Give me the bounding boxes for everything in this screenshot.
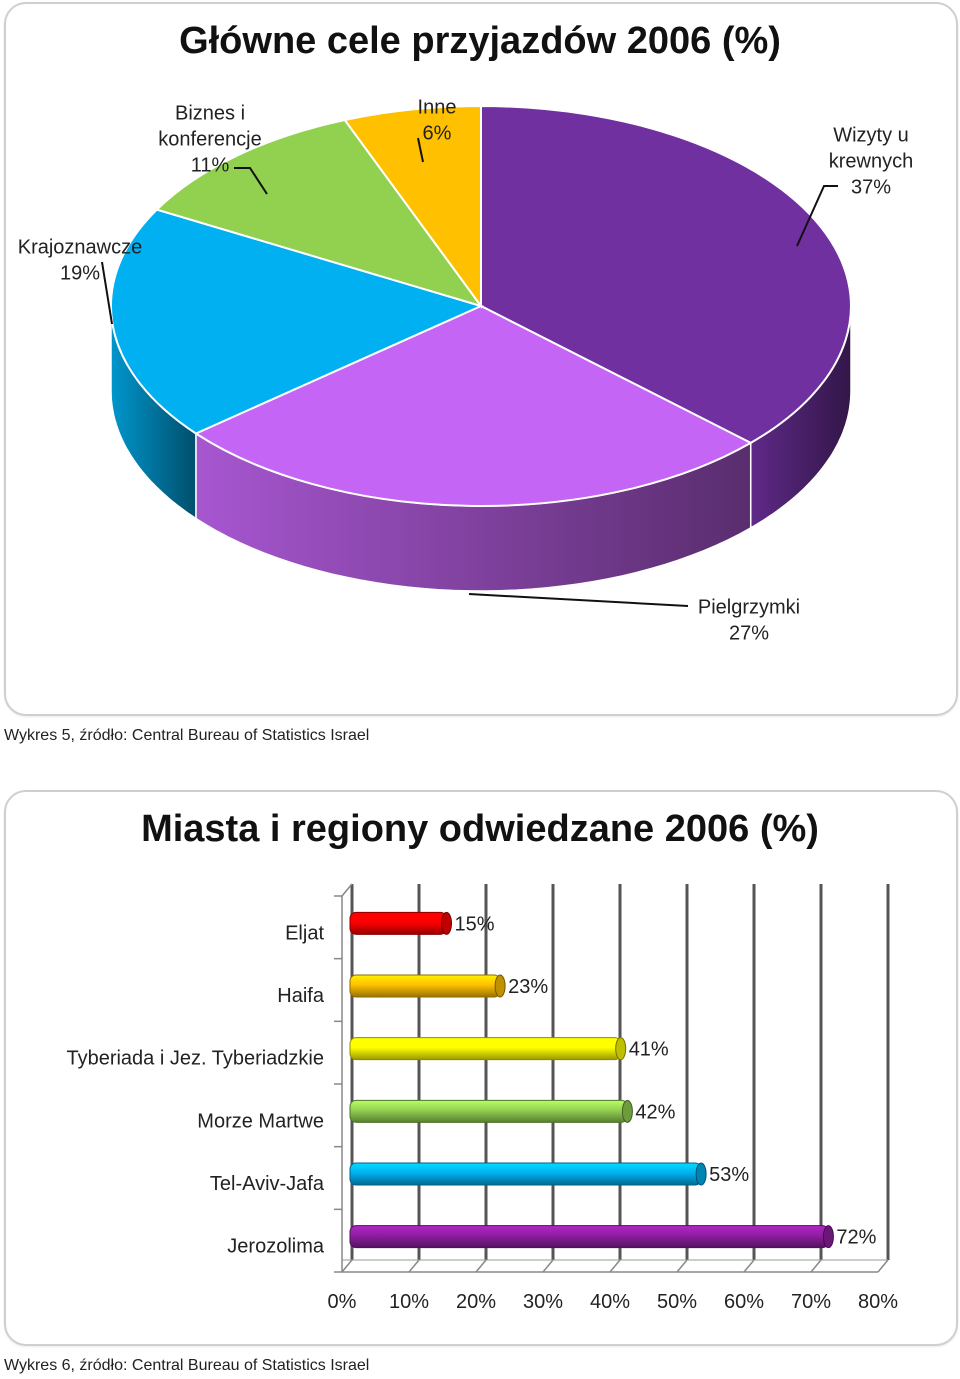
bar-xtick-label-4: 40%: [589, 1291, 631, 1313]
bar-gridline-floor-6: [744, 1260, 754, 1272]
bar-gridline-floor-7: [811, 1260, 821, 1272]
bar-gridline-floor-8: [878, 1260, 888, 1272]
pie-label-3-1: konferencje: [158, 128, 262, 151]
bar-category-label-0: Eljat: [285, 922, 324, 945]
pie-label-3-0: Biznes i: [174, 102, 246, 125]
bar-gridline-floor-0: [342, 1260, 352, 1272]
bar-category-label-5: Jerozolima: [227, 1235, 324, 1258]
bar-value-label-0: 15%: [454, 913, 495, 936]
bar-gridline-floor-2: [476, 1260, 486, 1272]
bar-3: [350, 1100, 627, 1122]
bar-xtick-label-6: 60%: [723, 1291, 765, 1313]
bar-cap-4: [696, 1163, 706, 1185]
pie-label-0-1: krewnych: [828, 150, 914, 173]
bar-xtick-label-5: 50%: [656, 1291, 698, 1313]
bar-chart-title: Miasta i regiony odwiedzane 2006 (%): [141, 808, 819, 850]
bar-2: [350, 1038, 621, 1060]
pie-label-1-0: Pielgrzymki: [697, 596, 801, 619]
pie-label-4-0: Inne: [417, 96, 457, 119]
bar-category-label-3: Morze Martwe: [197, 1110, 324, 1133]
bar-value-label-3: 42%: [635, 1101, 676, 1124]
bar-gridline-floor-3: [543, 1260, 553, 1272]
bar-xtick-label-3: 30%: [522, 1291, 564, 1313]
bar-chart-caption: Wykres 6, źródło: Central Bureau of Statistics Israel: [4, 1357, 370, 1374]
pie-chart-title: Główne cele przyjazdów 2006 (%): [179, 20, 781, 62]
bar-category-label-2: Tyberiada i Jez. Tyberiadzkie: [66, 1047, 324, 1070]
bar-value-label-2: 41%: [628, 1038, 669, 1061]
pie-label-3-2: 11%: [190, 154, 230, 177]
bar-gridline-floor-5: [677, 1260, 687, 1272]
pie-label-0-0: Wizyty u: [833, 124, 909, 147]
bar-0: [350, 912, 447, 934]
bar-xtick-label-7: 70%: [790, 1291, 832, 1313]
bar-cap-1: [495, 975, 505, 997]
pie-label-2-1: 19%: [59, 262, 101, 285]
bar-value-label-1: 23%: [508, 976, 549, 998]
pie-label-0-2: 37%: [850, 176, 892, 199]
bar-category-label-1: Haifa: [277, 985, 324, 1007]
pie-chart-caption: Wykres 5, źródło: Central Bureau of Statistics Israel: [4, 727, 370, 744]
bar-cap-3: [622, 1100, 632, 1122]
pie-label-1-1: 27%: [728, 622, 770, 645]
bar-xtick-label-1: 10%: [388, 1291, 430, 1313]
bar-cap-0: [442, 912, 452, 934]
bar-4: [350, 1163, 701, 1185]
pie-label-2-0: Krajoznawcze: [17, 236, 143, 259]
bar-1: [350, 975, 500, 997]
bar-gridline-floor-1: [409, 1260, 419, 1272]
bar-xtick-label-8: 80%: [857, 1291, 899, 1313]
bar-category-label-4: Tel-Aviv-Jafa: [209, 1173, 324, 1195]
bar-gridline-floor-4: [610, 1260, 620, 1272]
bar-xtick-label-2: 20%: [455, 1291, 497, 1313]
bar-xtick-label-0: 0%: [327, 1291, 357, 1313]
pie-label-4-1: 6%: [422, 122, 452, 145]
bar-cap-2: [616, 1038, 626, 1060]
bar-cap-5: [823, 1226, 833, 1248]
bar-5: [350, 1226, 828, 1248]
bar-value-label-4: 53%: [709, 1164, 750, 1186]
bar-value-label-5: 72%: [836, 1226, 877, 1249]
